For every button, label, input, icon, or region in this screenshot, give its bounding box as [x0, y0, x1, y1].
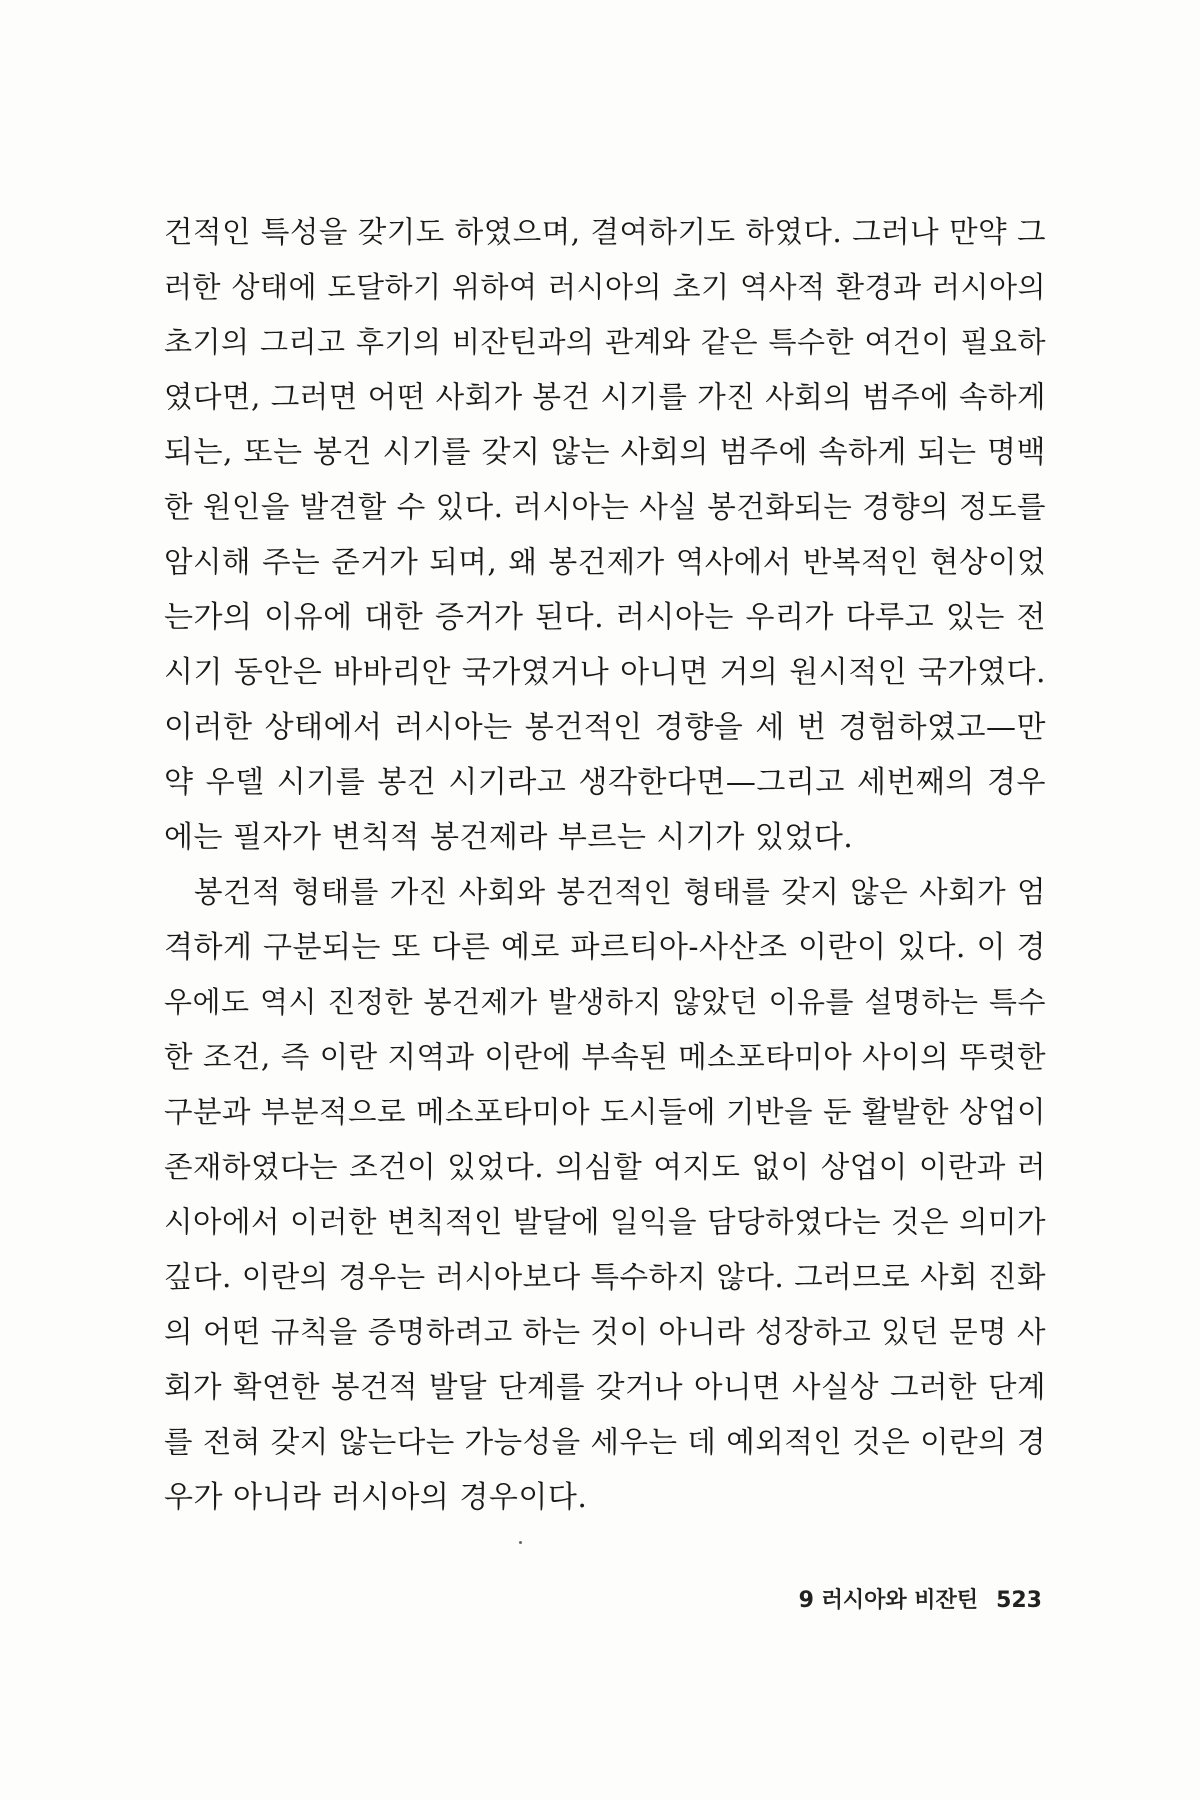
page-footer [799, 1583, 1042, 1614]
text-line: 한 원인을 발견할 수 있다. 러시아는 사실 봉건화되는 경향의 정도를 [164, 490, 1046, 524]
text-line: 우가 아니라 러시아의 경우이다. [164, 1480, 588, 1515]
text-line: 구분과 부분적으로 메소포타미아 도시들에 기반을 둔 활발한 상업이 [164, 1095, 1046, 1129]
text-line: 를 전혀 갖지 않는다는 가능성을 세우는 데 예외적인 것은 이란의 경 [164, 1425, 1046, 1459]
body-text [164, 205, 1046, 1525]
text-line: 시기 동안은 바바리안 국가였거나 아니면 거의 원시적인 국가였다. [164, 655, 1046, 690]
text-line: 약 우델 시기를 봉건 시기라고 생각한다면—그리고 세번째의 경우 [164, 765, 1046, 800]
text-line: 한 조건, 즉 이란 지역과 이란에 부속된 메소포타미아 사이의 뚜렷한 [164, 1040, 1046, 1074]
text-line: 의 어떤 규칙을 증명하려고 하는 것이 아니라 성장하고 있던 문명 사 [164, 1315, 1046, 1349]
text-line: 격하게 구분되는 또 다른 예로 파르티아-사산조 이란이 있다. 이 경 [164, 930, 1046, 965]
speck-mark [519, 1541, 522, 1544]
text-line: 는가의 이유에 대한 증거가 된다. 러시아는 우리가 다루고 있는 전 [164, 600, 1046, 635]
text-line: 이러한 상태에서 러시아는 봉건적인 경향을 세 번 경험하였고—만 [164, 710, 1046, 745]
text-line: 였다면, 그러면 어떤 사회가 봉건 시기를 가진 사회의 범주에 속하게 [164, 380, 1046, 414]
text-line: 존재하였다는 조건이 있었다. 의심할 여지도 없이 상업이 이란과 러 [164, 1150, 1046, 1184]
text-line: 에는 필자가 변칙적 봉건제라 부르는 시기가 있었다. [164, 820, 854, 855]
text-line: 되는, 또는 봉건 시기를 갖지 않는 사회의 범주에 속하게 되는 명백 [164, 435, 1046, 470]
text-line: 우에도 역시 진정한 봉건제가 발생하지 않았던 이유를 설명하는 특수 [164, 985, 1046, 1019]
text-line: 시아에서 이러한 변칙적인 발달에 일익을 담당하였다는 것은 의미가 [164, 1205, 1046, 1239]
text-line: 러한 상태에 도달하기 위하여 러시아의 초기 역사적 환경과 러시아의 [164, 270, 1046, 304]
text-line: 회가 확연한 봉건적 발달 단계를 갖거나 아니면 사실상 그러한 단계 [164, 1370, 1046, 1404]
text-line: 건적인 특성을 갖기도 하였으며, 결여하기도 하였다. 그러나 만약 그 [164, 215, 1046, 249]
text-line: 암시해 주는 준거가 되며, 왜 봉건제가 역사에서 반복적인 현상이었 [164, 545, 1046, 579]
page-number: 523 [996, 1588, 1042, 1613]
chapter-title: 9 러시아와 비잔틴 [798, 1588, 979, 1613]
text-line: 깊다. 이란의 경우는 러시아보다 특수하지 않다. 그러므로 사회 진화 [164, 1260, 1046, 1294]
text-line: 봉건적 형태를 가진 사회와 봉건적인 형태를 갖지 않은 사회가 엄 [194, 875, 1046, 909]
text-line: 초기의 그리고 후기의 비잔틴과의 관계와 같은 특수한 여건이 필요하 [164, 325, 1046, 359]
